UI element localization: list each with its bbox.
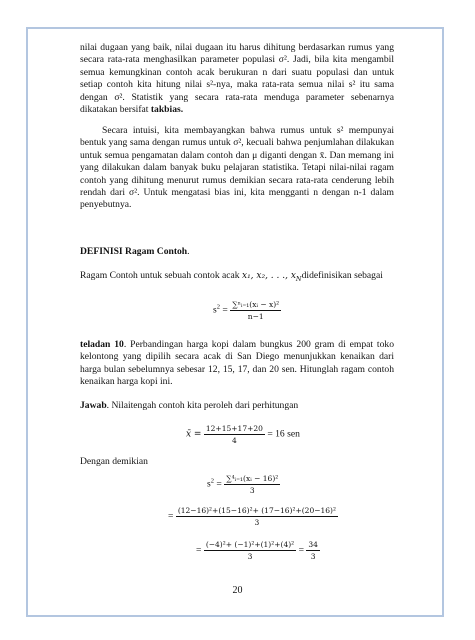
mean-formula: x̄ = $\frac{12+15+17+20}{4}$ = 16 sen <box>186 424 300 445</box>
then-text: Dengan demikian <box>80 456 148 467</box>
variance-formula: $s^2$ = $\frac{\text{∑⁴ᵢ₌₁(xᵢ − 16)²}}{3}$ <box>207 474 279 495</box>
answer-text: Jawab. Nilaitengah contoh kita peroleh dari perhitungan <box>80 400 299 411</box>
definition-text: Ragam Contoh untuk sebuah contok acak x₁, x₂, . . ., $x_Ndidefinisikan$ sebagai <box>80 270 383 283</box>
variance-step-2: = $\frac{\text{(12−16)²+(15−16)²+ (17−16)²+(20−16)²}}{3}$ <box>168 506 336 527</box>
example-text: teladan 10. Perbandingan harga kopi dalam bungkus 200 gram di empat toko kelontong yang dipilih secara acak di San Diego menunjukkan kenaikan dari harga bulan sebelumnya sebesar 12, 15, 17, dan 20 sen. Hitunglah ragam contoh kenaikan harga kopi ini. <box>80 339 394 388</box>
page-number: 20 <box>232 585 243 596</box>
paragraph-intro: nilai dugaan yang baik, nilai dugaan itu harus dihitung berdasarkan rumus yang secara rata-rata menghasilkan parameter populasi σ². Jadi, bila kita mengambil semua kemungkinan contoh acak berukuran n dari suatu populasi dan untuk setiap contoh kita hitung nilai s²-nya, maka rata-rata semua nilai s² itu sama dengan σ². Statistik yang secara rata-rata menduga parameter sebenarnya dikatakan bersifat takbias. <box>80 42 394 116</box>
paragraph-intuition: Secara intuisi, kita membayangkan bahwa rumus untuk s² mempunyai bentuk yang sama dengan rumus untuk σ², kecuali bahwa penjumlahan dilakukan untuk semua pengamatan dalam contoh dan μ diganti dengan x̄. Dan memang ini yang dilakukan dalam banyak buku pelajaran statistika. Tetapi nilai-nilai ragam contoh yang dihitung menurut rumus demikian secara rata-rata cenderung lebih rendah dari σ². Untuk mengatasi bias ini, kita mengganti n dengan n-1 dalam penyebutnya. <box>80 125 394 211</box>
definition-formula: $s^2$ = $\frac{\text{∑ⁿᵢ₌₁(xᵢ − x)²}}{n-1}$ <box>213 300 280 321</box>
definition-heading: DEFINISI Ragam Contoh. <box>80 246 190 257</box>
variance-step-3: = $\frac{\text{(−4)²+ (−1)²+(1)²+(4)²}}{3}$ = $\frac{34}{3}$ <box>196 540 318 561</box>
